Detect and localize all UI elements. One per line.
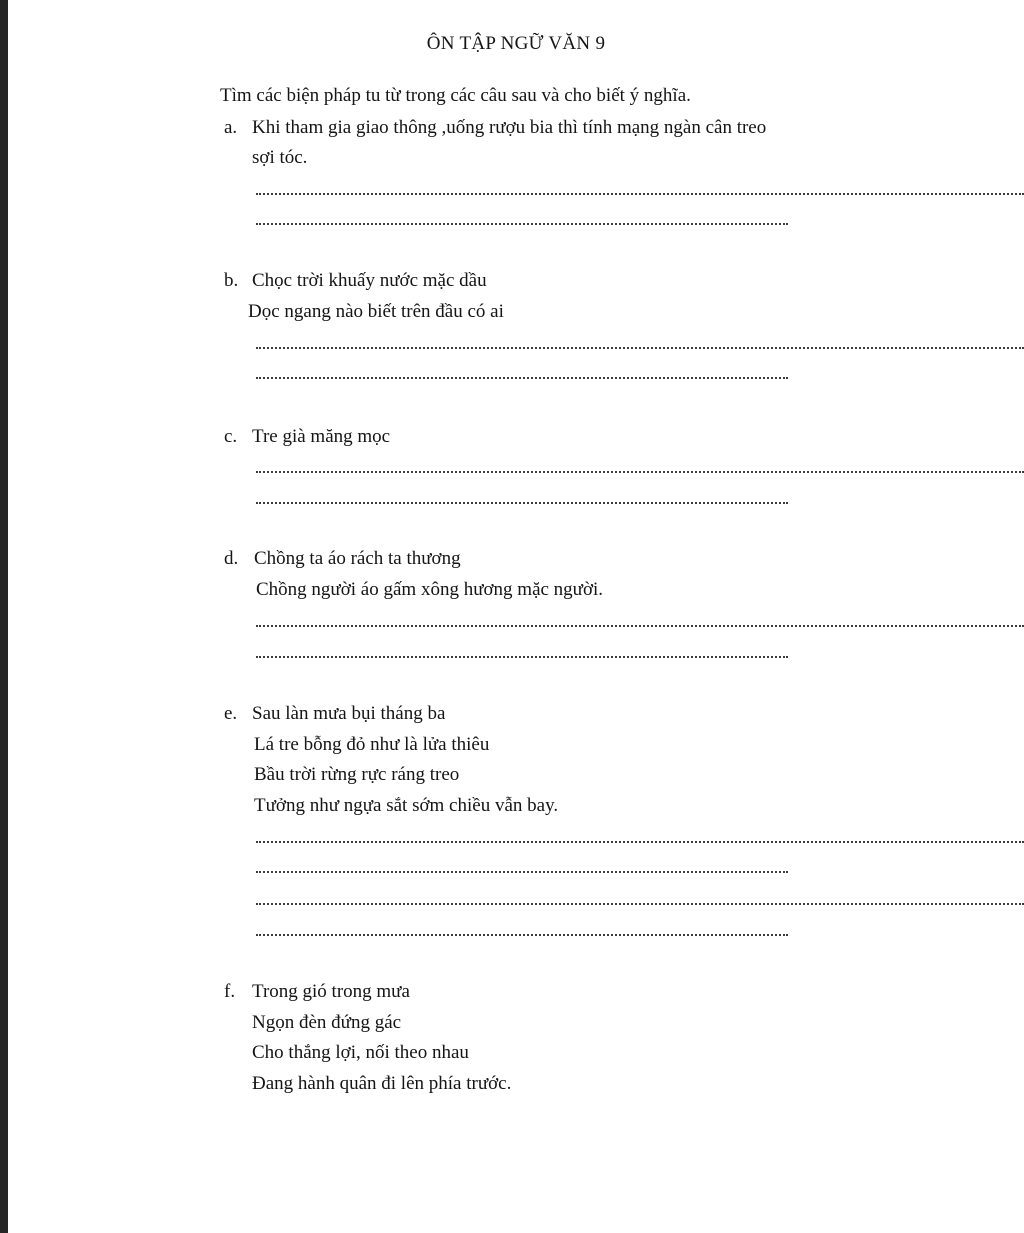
item-d-label: d.	[224, 548, 239, 569]
item-b-line-2: Dọc ngang nào biết trên đầu có ai	[248, 301, 504, 322]
item-d-answer-line-1	[256, 625, 1024, 627]
item-c-line-1: Tre già măng mọc	[252, 426, 391, 447]
item-b-label: b.	[224, 270, 239, 291]
item-e-line-4: Tưởng như ngựa sắt sớm chiều vẫn bay.	[254, 795, 559, 816]
item-e-answer-line-3	[256, 903, 1024, 905]
item-a-label: a.	[224, 117, 238, 138]
instruction-text: Tìm các biện pháp tu từ trong các câu sau và cho biết ý nghĩa.	[220, 85, 691, 106]
item-e-label: e.	[224, 703, 238, 724]
item-e-answer-line-2	[256, 871, 788, 873]
item-e-line-2: Lá tre bỗng đỏ như là lửa thiêu	[254, 734, 490, 755]
item-d-line-1: Chồng ta áo rách ta thương	[254, 548, 461, 569]
item-b-answer-line-2	[256, 377, 788, 379]
item-c-answer-line-2	[256, 502, 788, 504]
item-a-line-1: Khi tham gia giao thông ,uống rượu bia thì tính mạng ngàn cân treo	[252, 117, 767, 138]
item-c-label: c.	[224, 426, 238, 447]
item-e-line-1: Sau làn mưa bụi tháng ba	[252, 703, 446, 724]
item-e-answer-line-1	[256, 841, 1024, 843]
item-b-answer-line-1	[256, 347, 1024, 349]
page-title: ÔN TẬP NGỮ VĂN 9	[426, 33, 606, 54]
item-f-line-2: Ngọn đèn đứng gác	[252, 1012, 402, 1033]
item-e-line-3: Bầu trời rừng rực ráng treo	[254, 764, 460, 785]
item-a-answer-line-2	[256, 223, 788, 225]
item-f-line-1: Trong gió trong mưa	[252, 981, 410, 1002]
page-left-edge	[0, 0, 8, 1233]
item-c-answer-line-1	[256, 471, 1024, 473]
item-d-answer-line-2	[256, 656, 788, 658]
item-a-answer-line-1	[256, 193, 1024, 195]
item-f-label: f.	[224, 981, 236, 1002]
item-a-line-2: sợi tóc.	[252, 147, 308, 168]
item-f-line-4: Đang hành quân đi lên phía trước.	[252, 1073, 512, 1094]
item-d-line-2: Chồng người áo gấm xông hương mặc người.	[256, 579, 604, 600]
document-page	[8, 0, 1024, 1233]
item-b-line-1: Chọc trời khuấy nước mặc dầu	[252, 270, 487, 291]
item-e-answer-line-4	[256, 934, 788, 936]
item-f-line-3: Cho thắng lợi, nối theo nhau	[252, 1042, 469, 1063]
